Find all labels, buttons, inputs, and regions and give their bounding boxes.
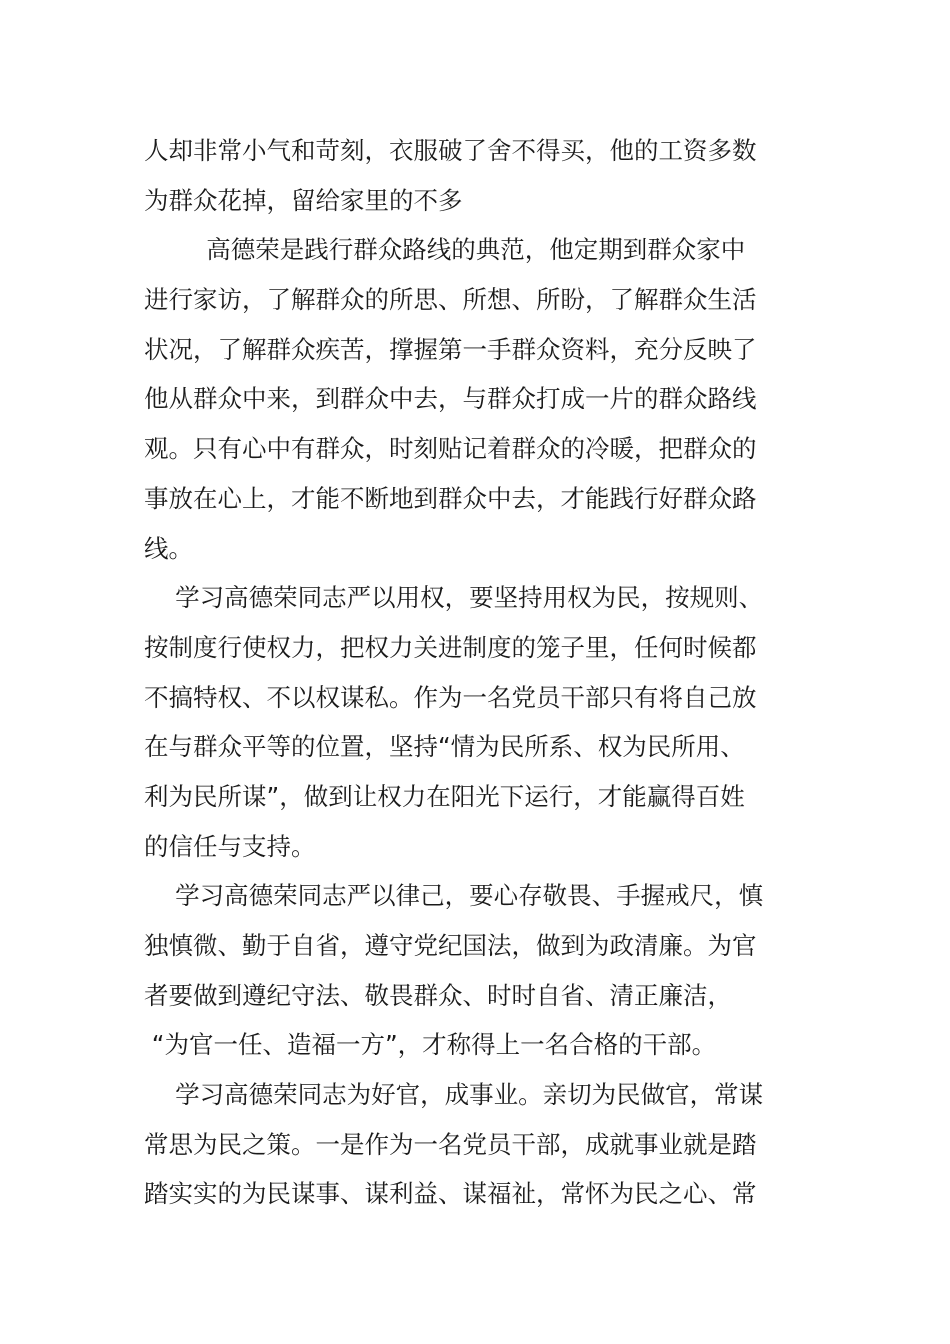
text-line: 人却非常小气和苛刻，衣服破了舍不得买，他的工资多数 xyxy=(144,136,757,165)
body-text xyxy=(144,126,824,1219)
text-line: 学习高德荣同志严以律己，要心存敬畏、手握戒尺，慎 xyxy=(144,881,764,911)
text-line: 高德荣是践行群众路线的典范，他定期到群众家中 xyxy=(144,235,746,265)
text-line: 者要做到遵纪守法、敬畏群众、时时自省、清正廉洁， xyxy=(144,980,732,1010)
text-line: 他从群众中来，到群众中去，与群众打成一片的群众路线 xyxy=(144,384,757,414)
text-line: 踏实实的为民谋事、谋利益、谋福祉，常怀为民之心、常 xyxy=(144,1179,757,1209)
text-line: 独慎微、勤于自省，遵守党纪国法，做到为政清廉。为官 xyxy=(144,931,757,960)
text-line: 的信任与支持。 xyxy=(144,831,316,861)
text-line: 不搞特权、不以权谋私。作为一名党员干部只有将自己放 xyxy=(144,682,757,712)
text-line: 为群众花掉，留给家里的不多 xyxy=(144,185,463,215)
text-line: 状况，了解群众疾苦，撑握第一手群众资料，充分反映了 xyxy=(144,334,757,364)
text-line: 按制度行使权力，把权力关进制度的笼子里，任何时候都 xyxy=(144,632,757,662)
text-line: 在与群众平等的位置，坚持“情为民所系、权为民所用、 xyxy=(144,732,745,762)
text-line: 观。只有心中有群众，时刻贴记着群众的冷暖，把群众的 xyxy=(144,434,757,464)
text-line: 线。 xyxy=(144,533,193,563)
text-line: 进行家访，了解群众的所思、所想、所盼，了解群众生活 xyxy=(144,285,757,315)
text-line: 学习高德荣同志严以用权，要坚持用权为民，按规则、 xyxy=(144,583,764,613)
text-line: 利为民所谋”，做到让权力在阳光下运行，才能赢得百姓 xyxy=(144,781,745,811)
text-line: 学习高德荣同志为好官，成事业。亲切为民做官，常谋 xyxy=(144,1080,764,1110)
text-line: “为官一任、造福一方”，才称得上一名合格的干部。 xyxy=(144,1030,717,1060)
text-line: 事放在心上，才能不断地到群众中去，才能践行好群众路 xyxy=(144,483,757,513)
text-line: 常思为民之策。一是作为一名党员干部，成就事业就是踏 xyxy=(144,1129,757,1159)
